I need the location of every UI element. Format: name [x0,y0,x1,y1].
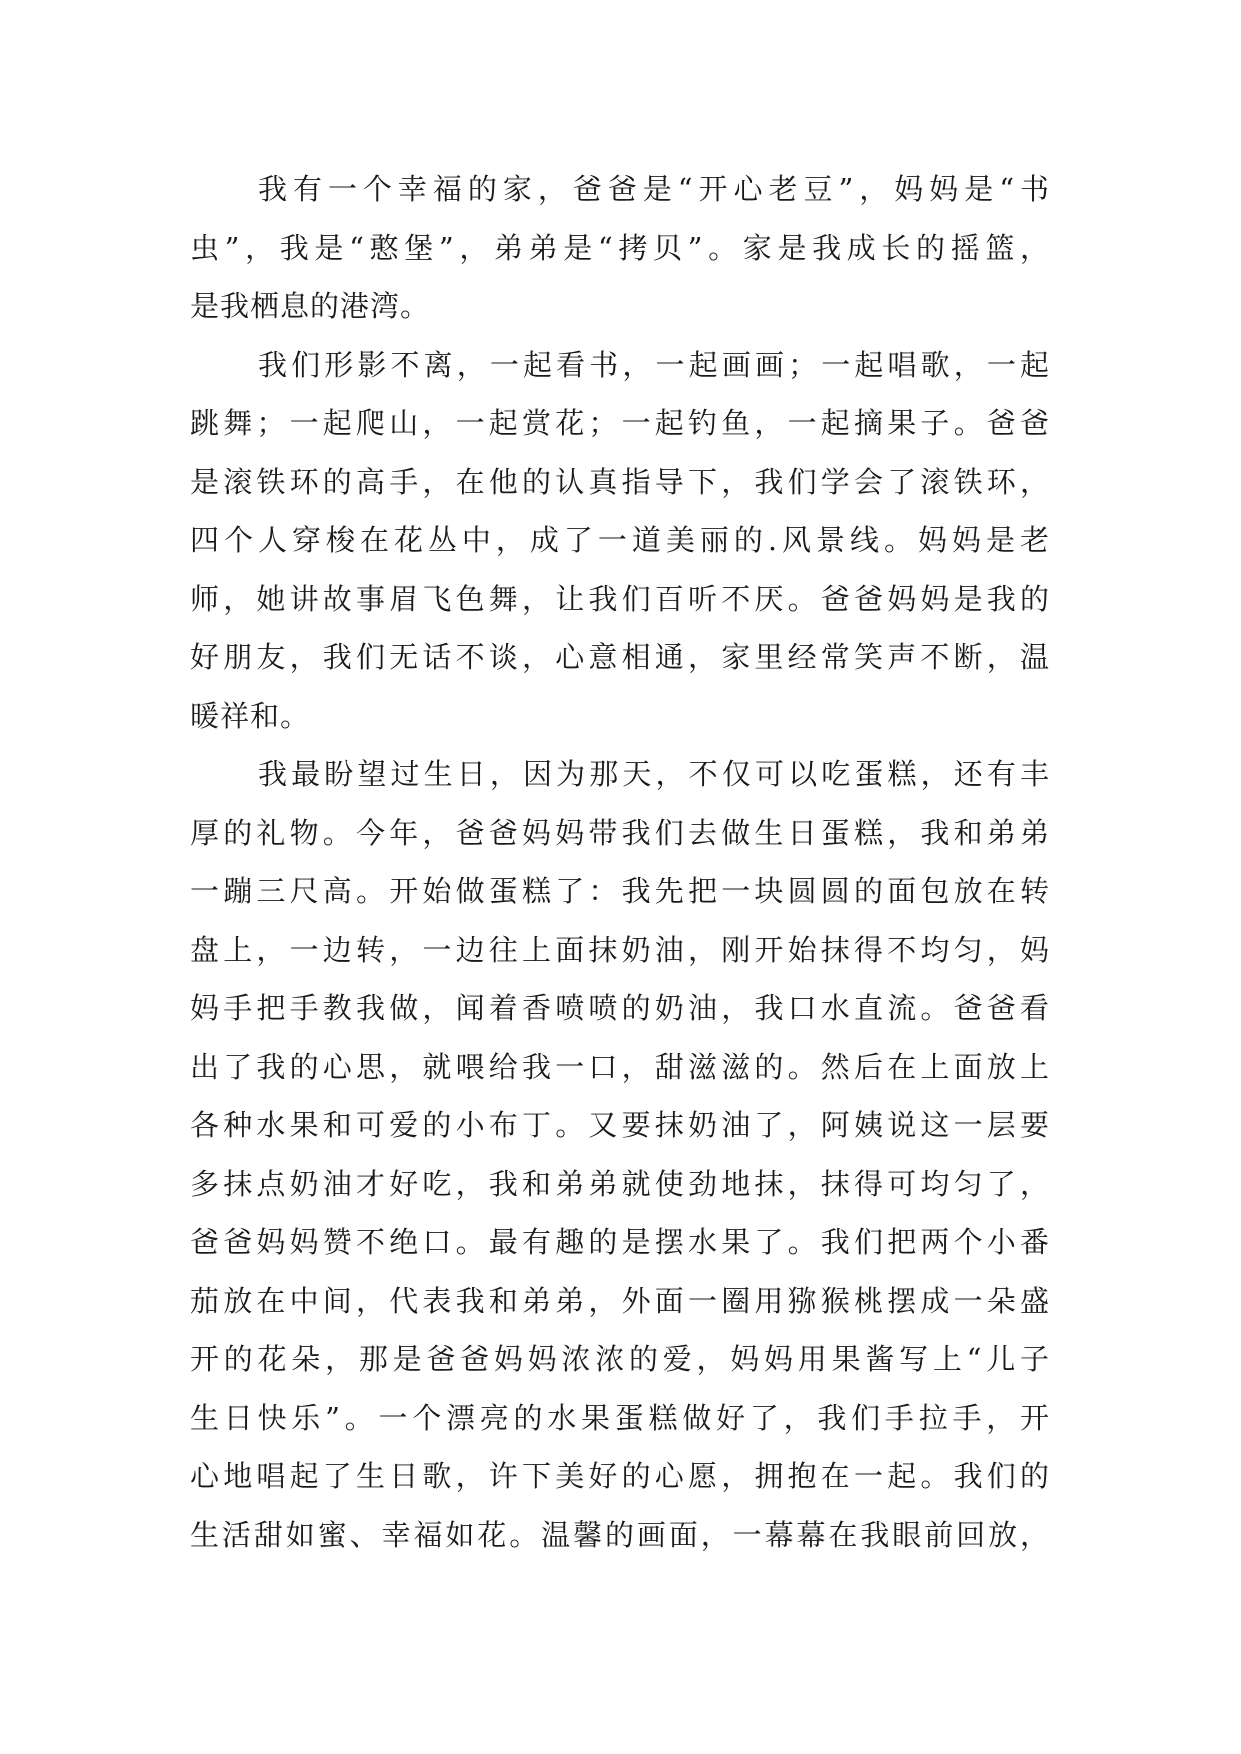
text-line: 师，她讲故事眉飞色舞，让我们百听不厌。爸爸妈妈是我的 [190,581,1050,616]
text-line: 开的花朵，那是爸爸妈妈浓浓的爱，妈妈用果酱写上“儿子 [190,1342,1050,1376]
text-line: 是我栖息的港湾。 [190,289,431,323]
paragraph-1 [190,160,1050,336]
text-line: 心地唱起了生日歌，许下美好的心愿，拥抱在一起。我们的 [190,1459,1050,1493]
text-line: 我有一个幸福的家，爸爸是“开心老豆”，妈妈是“书 [258,172,1050,206]
text-line: 各种水果和可爱的小布丁。又要抹奶油了，阿姨说这一层要 [190,1108,1050,1142]
text-line: 我最盼望过生日，因为那天，不仅可以吃蛋糕，还有丰 [258,757,1050,791]
text-line: 好朋友，我们无话不谈，心意相通，家里经常笑声不断，温 [190,640,1050,674]
body-text [190,160,1050,1564]
text-line: 跳舞；一起爬山，一起赏花；一起钓鱼，一起摘果子。爸爸 [190,406,1050,440]
paragraph-2 [190,336,1050,746]
text-line: 厚的礼物。今年，爸爸妈妈带我们去做生日蛋糕，我和弟弟 [190,815,1050,850]
text-line: 我们形影不离，一起看书，一起画画；一起唱歌，一起 [258,347,1050,382]
text-line: 盘上，一边转，一边往上面抹奶油，刚开始抹得不均匀，妈 [190,932,1050,967]
text-line: 出了我的心思，就喂给我一口，甜滋滋的。然后在上面放上 [190,1049,1050,1084]
text-line: 茄放在中间，代表我和弟弟，外面一圈用猕猴桃摆成一朵盛 [190,1283,1050,1318]
text-line: 四个人穿梭在花丛中，成了一道美丽的.风景线。妈妈是老 [190,523,1050,557]
text-line: 生日快乐”。一个漂亮的水果蛋糕做好了，我们手拉手，开 [190,1400,1050,1435]
text-line: 虫”，我是“憨堡”，弟弟是“拷贝”。家是我成长的摇篮， [190,230,1050,265]
text-line: 多抹点奶油才好吃，我和弟弟就使劲地抹，抹得可均匀了， [190,1166,1050,1201]
paragraph-3 [190,745,1050,1564]
text-line: 妈手把手教我做，闻着香喷喷的奶油，我口水直流。爸爸看 [190,991,1050,1025]
text-line: 暖祥和。 [190,698,311,733]
text-line: 生活甜如蜜、幸福如花。温馨的画面，一幕幕在我眼前回放， [190,1517,1050,1552]
text-line: 是滚铁环的高手，在他的认真指导下，我们学会了滚铁环， [190,464,1050,499]
text-line: 爸爸妈妈赞不绝口。最有趣的是摆水果了。我们把两个小番 [190,1225,1050,1259]
text-line: 一蹦三尺高。开始做蛋糕了：我先把一块圆圆的面包放在转 [190,874,1050,908]
